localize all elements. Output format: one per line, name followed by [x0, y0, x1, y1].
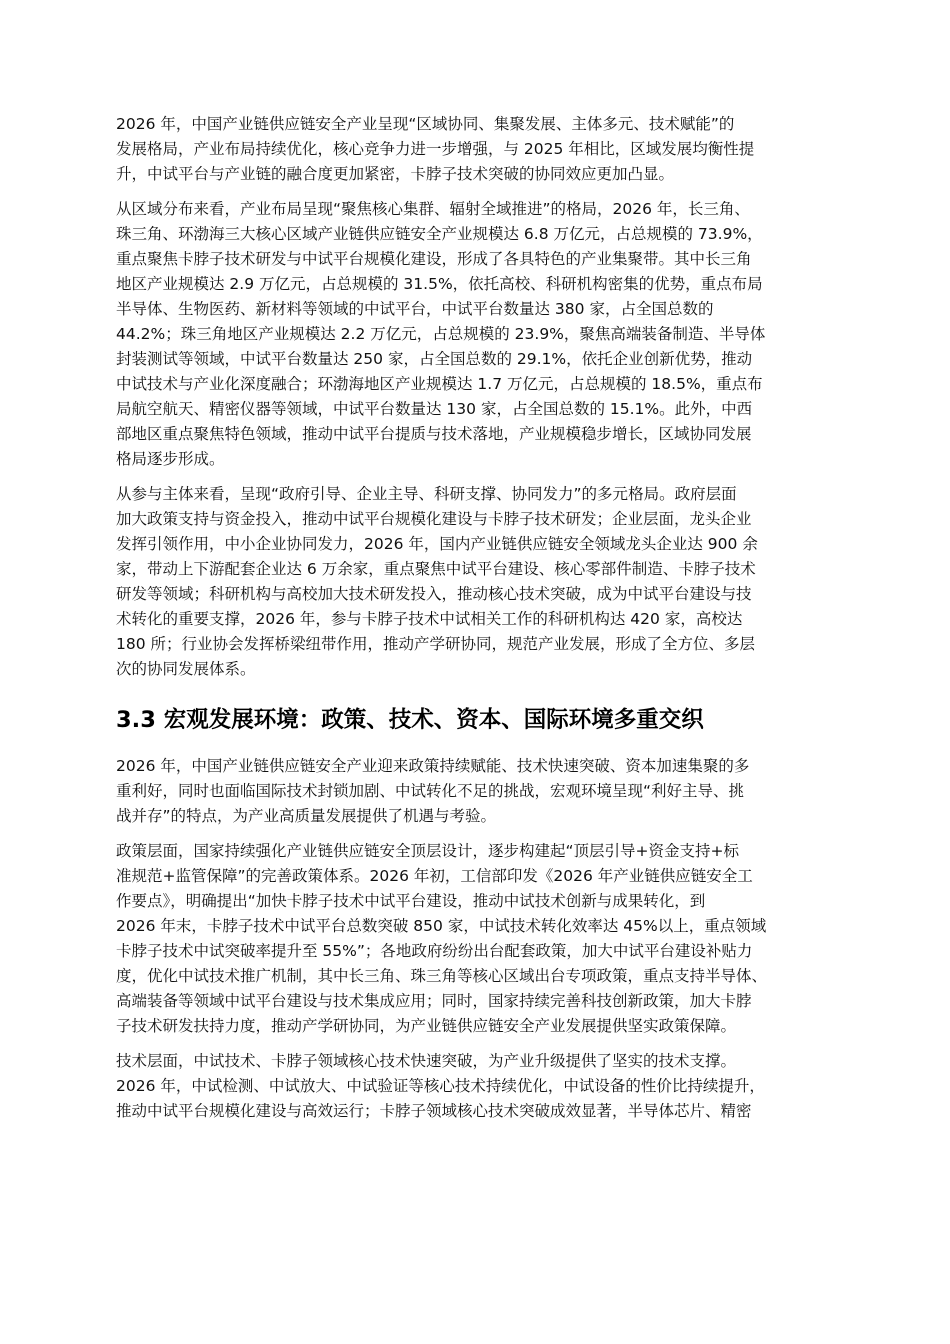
- text-line: 格局逐步形成。: [116, 450, 225, 468]
- paragraph-macro-overview: [116, 754, 836, 829]
- document-page: [116, 112, 836, 1134]
- paragraph-regional-distribution: [116, 197, 836, 472]
- text-line: 从参与主体来看，呈现“政府引导、企业主导、科研支撑、协同发力”的多元格局。政府层面: [116, 485, 737, 503]
- text-line: 发挥引领作用，中小企业协同发力，2026 年，国内产业链供应链安全领域龙头企业达 900 余: [116, 535, 758, 553]
- text-line: 战并存”的特点，为产业高质量发展提供了机遇与考验。: [116, 807, 497, 825]
- text-line: 2026 年，中试检测、中试放大、中试验证等核心技术持续优化，中试设备的性价比持续提升，: [116, 1077, 765, 1095]
- text-line: 2026 年末，卡脖子技术中试平台总数突破 850 家，中试技术转化效率达 45%以上，重点领域: [116, 917, 767, 935]
- text-line: 准规范+监管保障”的完善政策体系。2026 年初，工信部印发《2026 年产业链供应链安全工: [116, 867, 753, 885]
- paragraph-participants: [116, 482, 836, 682]
- text-line: 重利好，同时也面临国际技术封锁加剧、中试转化不足的挑战，宏观环境呈现“利好主导、挑: [116, 782, 745, 800]
- text-line: 局航空航天、精密仪器等领域，中试平台数量达 130 家，占全国总数的 15.1%。此外，中西: [116, 400, 753, 418]
- text-line: 次的协同发展体系。: [116, 660, 256, 678]
- paragraph-layout-overview: [116, 112, 836, 187]
- section-heading: 3.3 宏观发展环境：政策、技术、资本、国际环境多重交织: [116, 707, 704, 733]
- text-line: 珠三角、环渤海三大核心区域产业链供应链安全产业规模达 6.8 万亿元，占总规模的 73.9%，: [116, 225, 763, 243]
- text-line: 180 所；行业协会发挥桥梁纽带作用，推动产学研协同，规范产业发展，形成了全方位、多层: [116, 635, 756, 653]
- text-line: 度，优化中试技术推广机制，其中长三角、珠三角等核心区域出台专项政策，重点支持半导体、: [116, 967, 768, 985]
- text-line: 44.2%；珠三角地区产业规模达 2.2 万亿元，占总规模的 23.9%，聚焦高端装备制造、半导体: [116, 325, 766, 343]
- text-line: 重点聚焦卡脖子技术研发与中试平台规模化建设，形成了各具特色的产业集聚带。其中长三角: [116, 250, 752, 268]
- text-line: 2026 年，中国产业链供应链安全产业迎来政策持续赋能、技术快速突破、资本加速集聚的多: [116, 757, 750, 775]
- text-line: 术转化的重要支撑，2026 年，参与卡脖子技术中试相关工作的科研机构达 420 家，高校达: [116, 610, 743, 628]
- text-line: 作要点》，明确提出“加快卡脖子技术中试平台建设，推动中试技术创新与成果转化，到: [116, 892, 706, 910]
- text-line: 发展格局，产业布局持续优化，核心竞争力进一步增强，与 2025 年相比，区域发展均衡性提: [116, 140, 755, 158]
- text-line: 升，中试平台与产业链的融合度更加紧密，卡脖子技术突破的协同效应更加凸显。: [116, 165, 675, 183]
- text-line: 研发等领域；科研机构与高校加大技术研发投入，推动核心技术突破，成为中试平台建设与技: [116, 585, 752, 603]
- text-line: 政策层面，国家持续强化产业链供应链安全顶层设计，逐步构建起“顶层引导+资金支持+标: [116, 842, 740, 860]
- text-line: 从区域分布来看，产业布局呈现“聚焦核心集群、辐射全域推进”的格局，2026 年，长三角、: [116, 200, 750, 218]
- text-line: 2026 年，中国产业链供应链安全产业呈现“区域协同、集聚发展、主体多元、技术赋能”的: [116, 115, 735, 133]
- text-line: 推动中试平台规模化建设与高效运行；卡脖子领域核心技术突破成效显著，半导体芯片、精密: [116, 1102, 752, 1120]
- text-line: 技术层面，中试技术、卡脖子领域核心技术快速突破，为产业升级提供了坚实的技术支撑。: [116, 1052, 737, 1070]
- paragraph-policy: [116, 839, 836, 1039]
- text-line: 高端装备等领域中试平台建设与技术集成应用；同时，国家持续完善科技创新政策，加大卡脖: [116, 992, 752, 1010]
- paragraph-technology: [116, 1049, 836, 1124]
- text-line: 中试技术与产业化深度融合；环渤海地区产业规模达 1.7 万亿元，占总规模的 18.5%，重点布: [116, 375, 763, 393]
- text-line: 部地区重点聚焦特色领域，推动中试平台提质与技术落地，产业规模稳步增长，区域协同发展: [116, 425, 752, 443]
- text-line: 地区产业规模达 2.9 万亿元，占总规模的 31.5%，依托高校、科研机构密集的优势，重点布局: [116, 275, 763, 293]
- text-line: 半导体、生物医药、新材料等领域的中试平台，中试平台数量达 380 家，占全国总数的: [116, 300, 714, 318]
- text-line: 家，带动上下游配套企业达 6 万余家，重点聚焦中试平台建设、核心零部件制造、卡脖子技术: [116, 560, 756, 578]
- text-line: 卡脖子技术中试突破率提升至 55%”；各地政府纷纷出台配套政策，加大中试平台建设补贴力: [116, 942, 753, 960]
- text-line: 子技术研发扶持力度，推动产学研协同，为产业链供应链安全产业发展提供坚实政策保障。: [116, 1017, 737, 1035]
- text-line: 加大政策支持与资金投入，推动中试平台规模化建设与卡脖子技术研发；企业层面，龙头企业: [116, 510, 752, 528]
- text-line: 封装测试等领域，中试平台数量达 250 家，占全国总数的 29.1%，依托企业创新优势，推动: [116, 350, 753, 368]
